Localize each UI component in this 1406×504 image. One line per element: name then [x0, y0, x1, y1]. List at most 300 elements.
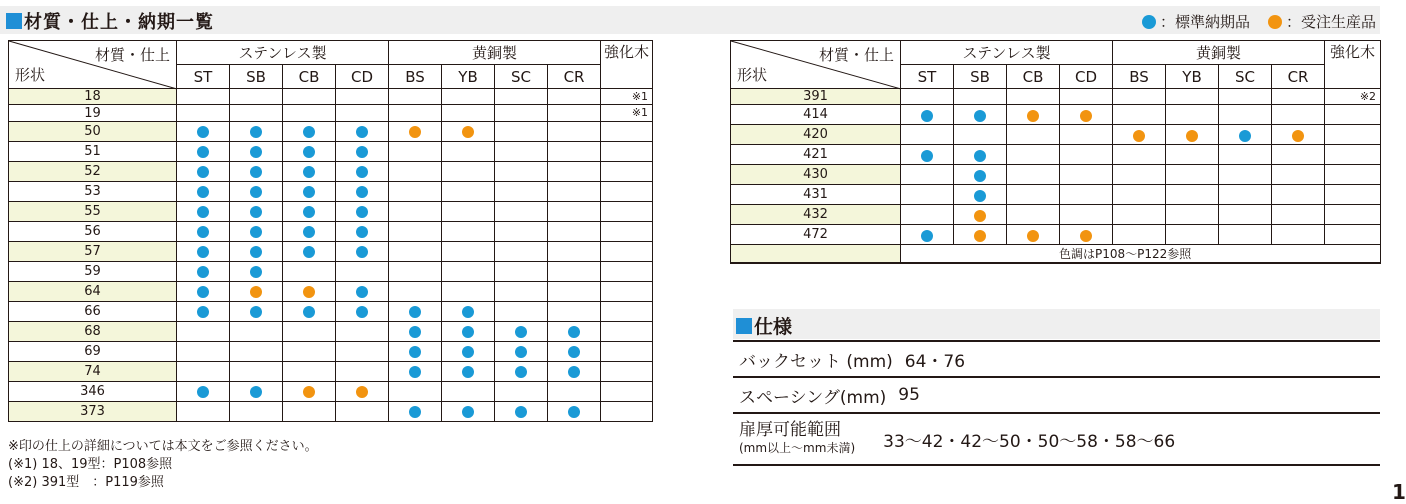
standard-dot-icon [303, 186, 315, 198]
standard-dot-icon [197, 146, 209, 158]
finish-cell [283, 381, 336, 401]
finish-cell [1007, 145, 1060, 165]
standard-dot-icon [356, 246, 368, 258]
finish-cell [1007, 105, 1060, 125]
spec-row-door-thickness [733, 412, 1380, 466]
finish-cell [495, 121, 548, 141]
finish-cell [442, 321, 495, 341]
finish-cell [1060, 185, 1113, 205]
wood-note-cell [601, 141, 653, 161]
finish-cell [901, 105, 954, 125]
shape-cell: 51 [9, 141, 177, 161]
finish-cell [336, 221, 389, 241]
table-row [731, 125, 1381, 145]
standard-dot-icon [462, 326, 474, 338]
finish-cell [336, 261, 389, 281]
finish-cell [548, 181, 601, 201]
finish-cell [389, 401, 442, 421]
finish-cell [177, 361, 230, 381]
legend-made-to-order: ：受注生産品 [1285, 13, 1376, 31]
finish-cell [442, 161, 495, 181]
finish-cell [1113, 105, 1166, 125]
finish-cell [230, 381, 283, 401]
made-to-order-dot-icon [1133, 130, 1145, 142]
shape-cell: 69 [9, 341, 177, 361]
wood-note-cell [601, 221, 653, 241]
finish-yb: YB [1166, 65, 1219, 89]
standard-dot-icon [921, 150, 933, 162]
finish-cell [1219, 145, 1272, 165]
standard-dot-icon [250, 306, 262, 318]
finish-cell [442, 341, 495, 361]
finish-cell [389, 241, 442, 261]
table-row [9, 141, 653, 161]
finish-cell [389, 221, 442, 241]
finish-cell [1007, 89, 1060, 105]
standard-dot-icon [462, 306, 474, 318]
table-row [731, 185, 1381, 205]
standard-dot-icon [197, 226, 209, 238]
finish-cell [548, 89, 601, 105]
finish-cell [389, 281, 442, 301]
shape-cell: 346 [9, 381, 177, 401]
spacing-value: 95 [898, 385, 920, 405]
finish-cell [495, 141, 548, 161]
wood-note-cell [601, 241, 653, 261]
finish-cell [389, 121, 442, 141]
table-row [9, 89, 653, 105]
wood-note-cell [601, 301, 653, 321]
finish-cell [336, 181, 389, 201]
finish-bs: BS [1113, 65, 1166, 89]
finish-cell [283, 361, 336, 381]
made-to-order-dot-icon [1080, 110, 1092, 122]
finish-cell [336, 121, 389, 141]
made-to-order-dot-icon [1027, 230, 1039, 242]
finish-cell [389, 201, 442, 221]
finish-cell [548, 341, 601, 361]
finish-cell [177, 221, 230, 241]
finish-cell [1166, 125, 1219, 145]
finish-cell [336, 321, 389, 341]
standard-dot-icon [250, 386, 262, 398]
orange-dot-icon [1268, 15, 1282, 29]
finish-cell [177, 341, 230, 361]
finish-cell [1113, 165, 1166, 185]
standard-dot-icon [356, 186, 368, 198]
finish-cell [548, 321, 601, 341]
finish-cell [442, 89, 495, 105]
table-row [9, 381, 653, 401]
wood-note-cell [1325, 205, 1381, 225]
group-brass: 黄銅製 [389, 41, 601, 65]
finish-cell [442, 221, 495, 241]
finish-cell [442, 121, 495, 141]
standard-dot-icon [409, 306, 421, 318]
finish-bs: BS [389, 65, 442, 89]
finish-cell [442, 241, 495, 261]
finish-cb: CB [283, 65, 336, 89]
corner-shape-label: 形状 [15, 66, 46, 84]
standard-dot-icon [356, 226, 368, 238]
finish-cell [495, 341, 548, 361]
finish-cell [230, 105, 283, 121]
finish-cell [442, 105, 495, 121]
finish-cell [1113, 205, 1166, 225]
finish-cell [1060, 165, 1113, 185]
finish-cell [1166, 105, 1219, 125]
wood-note-cell [601, 261, 653, 281]
wood-note-cell [601, 401, 653, 421]
wood-note-cell [1325, 145, 1381, 165]
spec-title-text: 仕様 [754, 316, 793, 338]
finish-cell [1219, 165, 1272, 185]
finish-cell [177, 261, 230, 281]
finish-st: ST [901, 65, 954, 89]
standard-dot-icon [250, 186, 262, 198]
page-title [6, 8, 214, 34]
legend-standard: ：標準納期品 [1159, 13, 1250, 31]
spec-list [733, 340, 1380, 466]
finish-cell [495, 201, 548, 221]
table-row [9, 221, 653, 241]
table-row [9, 241, 653, 261]
finish-cell [177, 121, 230, 141]
finish-cell [954, 89, 1007, 105]
finish-cell [1166, 225, 1219, 245]
finish-cell [1060, 145, 1113, 165]
finish-cell [283, 301, 336, 321]
finish-cell [1113, 185, 1166, 205]
standard-dot-icon [356, 206, 368, 218]
finish-cell [1007, 205, 1060, 225]
group-stainless: ステンレス製 [177, 41, 389, 65]
standard-dot-icon [974, 110, 986, 122]
finish-cell [177, 201, 230, 221]
finish-cell [548, 201, 601, 221]
finish-cell [283, 89, 336, 105]
finish-cd: CD [336, 65, 389, 89]
blue-dot-icon [1142, 15, 1156, 29]
finish-cell [1166, 145, 1219, 165]
finish-cell [548, 161, 601, 181]
standard-dot-icon [197, 206, 209, 218]
finish-cell [442, 361, 495, 381]
table-row [731, 205, 1381, 225]
made-to-order-dot-icon [303, 386, 315, 398]
standard-dot-icon [356, 166, 368, 178]
made-to-order-dot-icon [462, 126, 474, 138]
backset-value: 64・76 [904, 351, 966, 372]
finish-cell [389, 261, 442, 281]
finish-cell [389, 381, 442, 401]
backset-label: バックセット (mm) [739, 351, 893, 372]
finish-cell [1219, 89, 1272, 105]
standard-dot-icon [409, 346, 421, 358]
standard-dot-icon [303, 126, 315, 138]
wood-note-cell: ※2 [1325, 89, 1381, 105]
finish-cell [283, 261, 336, 281]
standard-dot-icon [462, 346, 474, 358]
finish-cell [177, 105, 230, 121]
made-to-order-dot-icon [250, 286, 262, 298]
standard-dot-icon [356, 126, 368, 138]
shape-cell: 19 [9, 105, 177, 121]
finish-cell [548, 281, 601, 301]
finish-cell [177, 89, 230, 105]
finish-cell [177, 241, 230, 261]
table-row [9, 261, 653, 281]
finish-cell [954, 145, 1007, 165]
table-row [9, 161, 653, 181]
standard-dot-icon [921, 230, 933, 242]
finish-cell [230, 321, 283, 341]
standard-dot-icon [462, 366, 474, 378]
finish-cell [1113, 225, 1166, 245]
finish-sb: SB [954, 65, 1007, 89]
finish-cell [230, 141, 283, 161]
finish-cell [495, 241, 548, 261]
wood-note-cell [1325, 185, 1381, 205]
finish-cell [548, 141, 601, 161]
spec-row-backset [733, 340, 1380, 376]
corner-material-label: 材質・仕上 [818, 46, 894, 64]
finish-cell [495, 281, 548, 301]
finish-cell [230, 241, 283, 261]
color-note: 色調はP108〜P122参照 [901, 245, 1381, 264]
finish-cell [495, 105, 548, 121]
standard-dot-icon [568, 366, 580, 378]
standard-dot-icon [409, 326, 421, 338]
made-to-order-dot-icon [409, 126, 421, 138]
finish-cell [177, 161, 230, 181]
standard-dot-icon [197, 126, 209, 138]
shape-cell: 64 [9, 281, 177, 301]
finish-cell [389, 321, 442, 341]
finish-cell [1166, 165, 1219, 185]
standard-dot-icon [515, 366, 527, 378]
door-thickness-label [739, 421, 855, 457]
made-to-order-dot-icon [1292, 130, 1304, 142]
shape-cell: 373 [9, 401, 177, 421]
finish-cell [548, 301, 601, 321]
wood-note-cell: ※1 [601, 89, 653, 105]
finish-cell [230, 89, 283, 105]
corner-material-label: 材質・仕上 [94, 46, 170, 64]
wood-note-cell [1325, 105, 1381, 125]
finish-cell [336, 361, 389, 381]
finish-cell [1219, 205, 1272, 225]
corner-header [9, 41, 177, 89]
finish-cell [548, 361, 601, 381]
standard-dot-icon [356, 286, 368, 298]
finish-cell [442, 201, 495, 221]
finish-cell [283, 321, 336, 341]
standard-dot-icon [303, 246, 315, 258]
made-to-order-dot-icon [1080, 230, 1092, 242]
wood-note-cell [601, 161, 653, 181]
finish-cell [548, 261, 601, 281]
table-row [731, 89, 1381, 105]
finish-cell [230, 361, 283, 381]
group-stainless: ステンレス製 [901, 41, 1113, 65]
finish-cell [336, 89, 389, 105]
finish-cell [336, 401, 389, 421]
finish-cell [495, 361, 548, 381]
finish-cell [901, 205, 954, 225]
finish-sc: SC [495, 65, 548, 89]
finish-cell [1060, 225, 1113, 245]
finish-cell [1219, 225, 1272, 245]
standard-dot-icon [515, 406, 527, 418]
finish-cell [1060, 205, 1113, 225]
finish-cell [177, 321, 230, 341]
finish-cell [177, 281, 230, 301]
finish-cell [901, 225, 954, 245]
finish-cell [1219, 185, 1272, 205]
made-to-order-dot-icon [303, 286, 315, 298]
finish-cell [1113, 125, 1166, 145]
finish-cell [442, 401, 495, 421]
page-title-text: 材質・仕上・納期一覧 [24, 12, 214, 33]
color-note-spacer [731, 245, 901, 264]
finish-cell [389, 105, 442, 121]
finish-cell [442, 301, 495, 321]
shape-cell: 57 [9, 241, 177, 261]
standard-dot-icon [974, 190, 986, 202]
standard-dot-icon [356, 306, 368, 318]
blue-square-icon [6, 13, 22, 29]
finish-cell [230, 301, 283, 321]
finish-cell [283, 201, 336, 221]
finish-cell [954, 125, 1007, 145]
wood-note-cell [601, 281, 653, 301]
table-row [9, 121, 653, 141]
finish-cell [548, 401, 601, 421]
finish-cell [1113, 89, 1166, 105]
corner-header [731, 41, 901, 89]
finish-cell [1166, 185, 1219, 205]
finish-cell [230, 341, 283, 361]
shape-cell: 472 [731, 225, 901, 245]
finish-cell [548, 105, 601, 121]
standard-dot-icon [303, 206, 315, 218]
finish-cell [283, 161, 336, 181]
shape-cell: 391 [731, 89, 901, 105]
finish-cell [1272, 125, 1325, 145]
shape-cell: 18 [9, 89, 177, 105]
finish-cell [283, 181, 336, 201]
table-row [9, 401, 653, 421]
table-row [9, 281, 653, 301]
finish-cell [389, 181, 442, 201]
table-row [731, 105, 1381, 125]
group-wood: 強化木 [1325, 41, 1381, 89]
finish-cell [283, 221, 336, 241]
finish-cell [336, 105, 389, 121]
shape-cell: 421 [731, 145, 901, 165]
wood-note-cell [601, 361, 653, 381]
wood-note-cell [1325, 165, 1381, 185]
finish-table-right [730, 40, 1381, 264]
finish-cell [954, 105, 1007, 125]
door-thickness-label-sub: (mm以上〜mm未満) [739, 441, 856, 455]
shape-cell: 52 [9, 161, 177, 181]
shape-cell: 59 [9, 261, 177, 281]
finish-cell [1219, 125, 1272, 145]
finish-cell [230, 281, 283, 301]
shape-cell: 430 [731, 165, 901, 185]
finish-cell [389, 301, 442, 321]
finish-cell [336, 161, 389, 181]
finish-cell [1272, 205, 1325, 225]
wood-note-cell [601, 181, 653, 201]
finish-cell [1272, 225, 1325, 245]
finish-cell [283, 241, 336, 261]
standard-dot-icon [250, 246, 262, 258]
finish-cell [230, 221, 283, 241]
finish-cell [901, 185, 954, 205]
footnote-2: (※2) 391型 ：P119参照 [8, 475, 164, 490]
wood-note-cell [601, 381, 653, 401]
finish-cell [230, 181, 283, 201]
standard-dot-icon [250, 146, 262, 158]
door-thickness-label-main: 扉厚可能範囲 [739, 420, 841, 440]
finish-cell [177, 301, 230, 321]
finish-cell [389, 361, 442, 381]
standard-dot-icon [250, 226, 262, 238]
finish-cell [230, 261, 283, 281]
finish-cell [1166, 89, 1219, 105]
finish-cell [901, 165, 954, 185]
finish-st: ST [177, 65, 230, 89]
standard-dot-icon [197, 266, 209, 278]
finish-cb: CB [1007, 65, 1060, 89]
standard-dot-icon [921, 110, 933, 122]
finish-cell [1272, 145, 1325, 165]
finish-cell [336, 341, 389, 361]
standard-dot-icon [974, 150, 986, 162]
shape-cell: 432 [731, 205, 901, 225]
finish-cell [442, 381, 495, 401]
finish-cell [901, 125, 954, 145]
table-row [9, 361, 653, 381]
finish-cell [1060, 125, 1113, 145]
finish-cell [495, 301, 548, 321]
finish-cell [1166, 205, 1219, 225]
finish-cell [548, 241, 601, 261]
finish-table-left [8, 40, 653, 422]
table-row [731, 225, 1381, 245]
finish-cell [1060, 89, 1113, 105]
standard-dot-icon [462, 406, 474, 418]
finish-cell [389, 161, 442, 181]
finish-cell [177, 401, 230, 421]
finish-cell [283, 341, 336, 361]
standard-dot-icon [356, 146, 368, 158]
standard-dot-icon [250, 266, 262, 278]
corner-shape-label: 形状 [737, 66, 768, 84]
finish-cell [1060, 105, 1113, 125]
finish-sb: SB [230, 65, 283, 89]
finish-cell [230, 161, 283, 181]
wood-note-cell [1325, 125, 1381, 145]
standard-dot-icon [303, 146, 315, 158]
finish-cell [954, 165, 1007, 185]
footnote-general: ※印の仕上の詳細については本文をご参照ください。 [8, 439, 318, 454]
table-row [9, 181, 653, 201]
standard-dot-icon [250, 166, 262, 178]
